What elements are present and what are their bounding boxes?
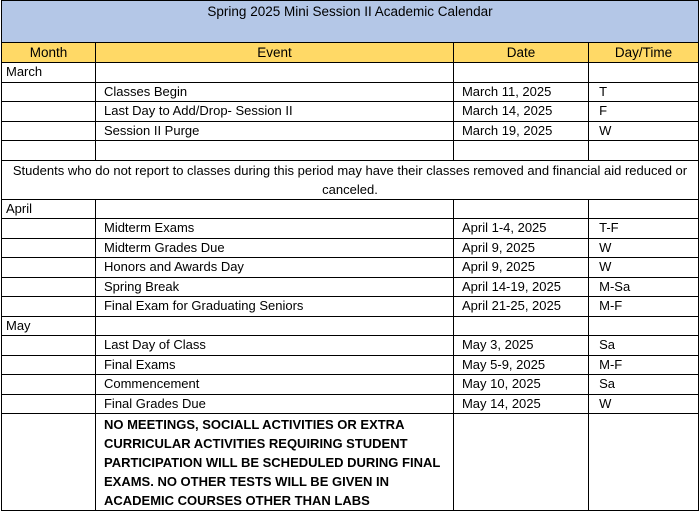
day-cell: W [589,121,699,141]
day-cell: Sa [589,336,699,356]
table-row [2,355,699,375]
day-cell: Sa [589,375,699,395]
event-cell: Session II Purge [95,121,453,141]
event-cell: Last Day to Add/Drop- Session II [95,102,453,122]
table-row [2,394,699,414]
event-cell: Midterm Exams [95,219,453,239]
month-row-april [2,199,699,219]
event-cell: Spring Break [95,277,453,297]
month-row-march [2,63,699,83]
month-label: March [2,63,96,83]
table-row [2,238,699,258]
day-cell: T [589,82,699,102]
day-cell: M-F [589,355,699,375]
table-row [2,336,699,356]
month-header: Month [2,43,96,63]
event-header: Event [95,43,453,63]
day-cell: W [589,394,699,414]
event-cell: Final Grades Due [95,394,453,414]
month-row-may [2,316,699,336]
title-row [2,1,699,43]
table-row [2,297,699,317]
table-row [2,82,699,102]
day-cell: W [589,258,699,278]
table-row [2,258,699,278]
date-cell: May 14, 2025 [453,394,588,414]
date-cell: April 21-25, 2025 [453,297,588,317]
date-cell: April 14-19, 2025 [453,277,588,297]
header-row [2,43,699,63]
final-notice-row [2,414,699,511]
event-cell: Last Day of Class [95,336,453,356]
event-cell: Final Exams [95,355,453,375]
day-cell: T-F [589,219,699,239]
event-cell: Honors and Awards Day [95,258,453,278]
day-time-header: Day/Time [589,43,699,63]
purge-notice: Students who do not report to classes during this period may have their classes removed and financial aid reduced or canceled. [2,160,699,199]
month-label: April [2,199,96,219]
table-row [2,375,699,395]
date-cell: May 10, 2025 [453,375,588,395]
date-cell: March 14, 2025 [453,102,588,122]
purge-notice-row [2,160,699,199]
day-cell: W [589,238,699,258]
table-row [2,277,699,297]
event-cell: Midterm Grades Due [95,238,453,258]
date-cell: March 19, 2025 [453,121,588,141]
date-cell: March 11, 2025 [453,82,588,102]
empty-row [2,141,699,161]
day-cell: F [589,102,699,122]
event-cell: Commencement [95,375,453,395]
date-cell: April 1-4, 2025 [453,219,588,239]
table-row [2,219,699,239]
date-cell: April 9, 2025 [453,258,588,278]
date-cell: April 9, 2025 [453,238,588,258]
table-row [2,102,699,122]
event-cell: Classes Begin [95,82,453,102]
date-cell: May 5-9, 2025 [453,355,588,375]
day-cell: M-F [589,297,699,317]
final-exams-notice: NO MEETINGS, SOCIALL ACTIVITIES OR EXTRA CURRICULAR ACTIVITIES REQUIRING STUDENT PARTICIPATION WILL BE SCHEDULED DURING FINAL EXAMS. NO OTHER TESTS WILL BE GIVEN IN ACADEMIC COURSES OTHER THAN LABS [95,414,453,511]
month-label: May [2,316,96,336]
calendar-title: Spring 2025 Mini Session II Academic Calendar [2,1,699,43]
table-row [2,121,699,141]
date-header: Date [453,43,588,63]
academic-calendar-table [1,0,699,511]
event-cell: Final Exam for Graduating Seniors [95,297,453,317]
date-cell: May 3, 2025 [453,336,588,356]
day-cell: M-Sa [589,277,699,297]
